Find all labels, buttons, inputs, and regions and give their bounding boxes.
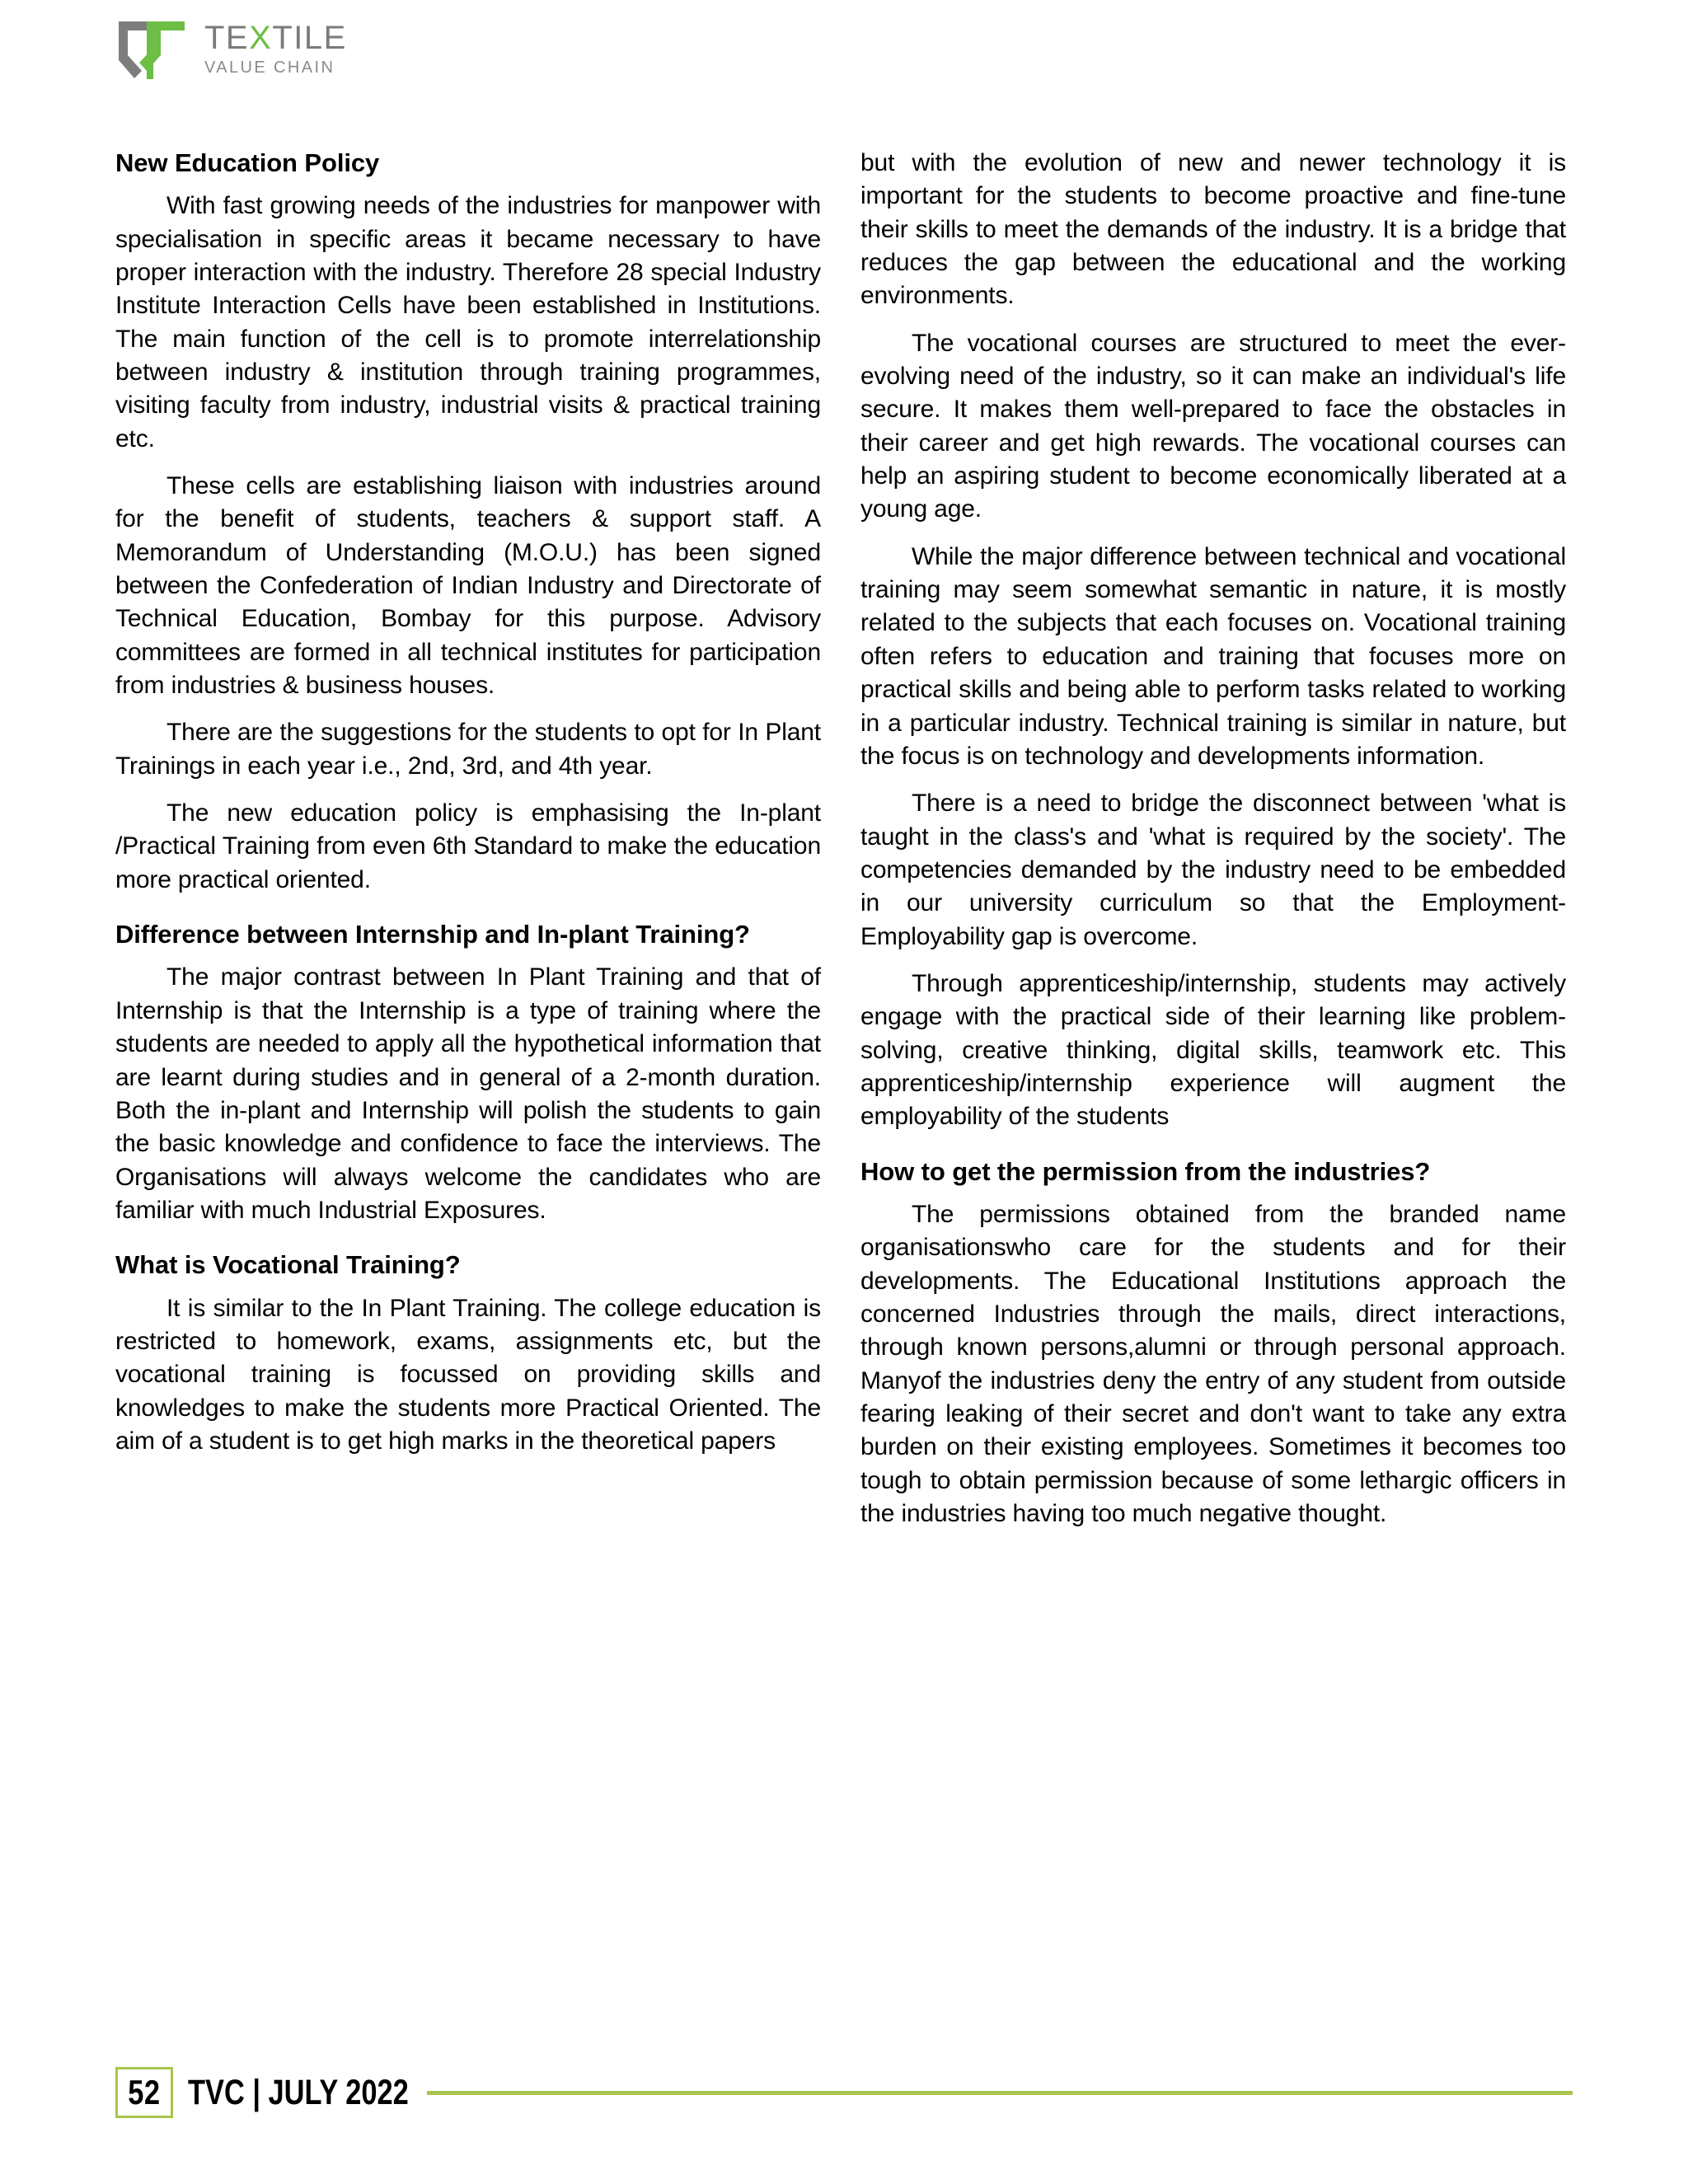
logo-title-secondary: VALUE CHAIN <box>204 59 335 77</box>
footer-rule <box>427 2091 1573 2095</box>
column-left <box>115 147 821 1530</box>
page-footer <box>115 2065 1573 2120</box>
paragraph: It is similar to the In Plant Training. The college education is restricted to homework, exams, assignments etc, but the vocational training is focussed on providing skills and knowledges to make the students more Practical Oriented. The aim of a student is to get high marks in the theoretical papers <box>115 1294 821 1455</box>
paragraph: There are the suggestions for the students to opt for In Plant Trainings in each year i.e., 2nd, 3rd, and 4th year. <box>115 719 821 780</box>
logo-title-post: TILE <box>272 20 347 56</box>
logo-title-x: X <box>249 20 273 56</box>
paragraph: These cells are establishing liaison with industries around for the benefit of students, teachers & support staff. A Memorandum of Understanding (M.O.U.) has been signed between the Confederation of Indian Industry and Directorate of Technical Education, Bombay for this purpose. Advisory committees are formed in all technical institutes for participation from industries & business houses. <box>115 472 821 700</box>
logo-title-pre: TE <box>204 20 250 56</box>
logo-title-primary <box>204 21 347 54</box>
paragraph: The major contrast between In Plant Training and that of Internship is that the Internship is a type of training where the students are needed to apply all the hypothetical information that are learnt during studies and in general of a 2-month duration. Both the in-plant and Internship will polish the students to gain the basic knowledge and confidence to face the interviews. The Organisations will always welcome the candidates who are familiar with much Industrial Exposures. <box>115 963 821 1224</box>
paragraph: There is a need to bridge the disconnect between 'what is taught in the class's and 'what is required by the society'. The competencies demanded by the industry need to be embedded in our university curriculum so that the Employment-Employability gap is overcome. <box>860 790 1566 950</box>
logo-wordmark <box>204 16 347 76</box>
heading-how-to-get-permission: How to get the permission from the industries? <box>860 1156 1431 1186</box>
column-right <box>860 147 1566 1530</box>
paragraph: The new education policy is emphasising the In-plant /Practical Training from even 6th Standard to make the education more practical oriented. <box>115 799 821 893</box>
article-body <box>115 147 1566 1530</box>
paragraph: The permissions obtained from the branded name organisationswho care for the students and for their developments. The Educational Institutions approach the concerned Industries through the mails, direct interactions, through known persons,alumni or through personal approach. Manyof the industries deny the entry of any student from outside fearing leaking of their secret and don't want to take any extra burden on their existing employees. Sometimes it becomes too tough to obtain permission because of some lethargic officers in the industries having too much negative thought. <box>860 1200 1566 1528</box>
paragraph-continued: but with the evolution of new and newer technology it is important for the students to become proactive and fine-tune their skills to meet the demands of the industry. It is a bridge that reduces the gap between the educational and the working environments. <box>860 149 1566 310</box>
page-number: 52 <box>128 2073 161 2111</box>
paragraph: With fast growing needs of the industries for manpower with specialisation in specific areas it became necessary to have proper interaction with the industry. Therefore 28 special Industry Institute Interaction Cells have been established in Institutions. The main function of the cell is to promote interrelationship between industry & institution through training programmes, visiting faculty from industry, industrial visits & practical training etc. <box>115 192 821 452</box>
paragraph: Through apprenticeship/internship, students may actively engage with the practical side of their learning like problem-solving, creative thinking, digital skills, teamwork etc. This apprenticeship/internship experience will augment the employability of the students <box>860 969 1566 1131</box>
textile-value-chain-logo-icon <box>114 16 190 81</box>
heading-difference-internship-inplant: Difference between Internship and In-plant Training? <box>115 920 750 949</box>
heading-what-is-vocational-training: What is Vocational Training? <box>115 1250 461 1280</box>
paragraph: The vocational courses are structured to meet the ever-evolving need of the industry, so it can make an individual's life secure. It makes them well-prepared to face the obstacles in their career and get high rewards. The vocational courses can help an aspiring student to become economically liberated at a young age. <box>860 329 1566 523</box>
masthead <box>114 16 347 81</box>
page-number-box <box>115 2067 173 2118</box>
heading-new-education-policy: New Education Policy <box>115 148 380 177</box>
footer-issue-label: TVC | JULY 2022 <box>187 2072 409 2112</box>
paragraph: While the major difference between technical and vocational training may seem somewhat semantic in nature, it is mostly related to the subjects that each focuses on. Vocational training often refers to education and training that focuses more on practical skills and being able to perform tasks related to working in a particular industry. Technical training is similar in nature, but the focus is on technology and developments information. <box>860 542 1566 770</box>
